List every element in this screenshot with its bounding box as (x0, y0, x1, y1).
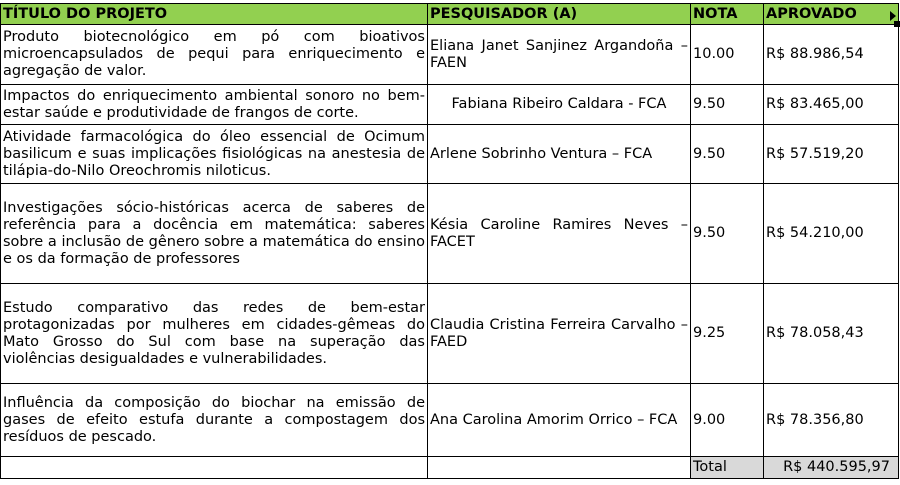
header-researcher[interactable]: PESQUISADOR (A) (428, 4, 691, 25)
cell-grade[interactable]: 9.25 (691, 284, 764, 384)
cell-researcher[interactable]: Fabiana Ribeiro Caldara - FCA (428, 85, 691, 125)
cell-title[interactable]: Produto biotecnológico em pó com bioativos microencapsulados de pequi para enriquecimento e agregação de valor. (1, 25, 428, 85)
header-approved[interactable] (764, 4, 899, 25)
table-row (1, 85, 899, 125)
cell-title[interactable]: Impactos do enriquecimento ambiental sonoro no bem-estar saúde e produtividade de frangos de corte. (1, 85, 428, 125)
cell-approved[interactable]: R$ 83.465,00 (764, 85, 899, 125)
cell-title[interactable]: Influência da composição do biochar na emissão de gases de efeito estufa durante a compostagem dos resíduos de pescado. (1, 384, 428, 457)
cell-grade[interactable]: 9.50 (691, 125, 764, 184)
cell-approved[interactable]: R$ 54.210,00 (764, 184, 899, 284)
table-row (1, 284, 899, 384)
filter-arrow-icon[interactable] (890, 11, 896, 21)
fill-handle-icon[interactable] (894, 21, 900, 27)
header-row (1, 4, 899, 25)
header-approved-label: APROVADO (766, 6, 857, 22)
total-row (1, 457, 899, 479)
projects-table (0, 3, 899, 479)
cell-approved[interactable]: R$ 57.519,20 (764, 125, 899, 184)
cell-researcher[interactable]: Késia Caroline Ramires Neves – FACET (428, 184, 691, 284)
cell-researcher[interactable]: Ana Carolina Amorim Orrico – FCA (428, 384, 691, 457)
cell-researcher[interactable]: Eliana Janet Sanjinez Argandoña – FAEN (428, 25, 691, 85)
table-row (1, 184, 899, 284)
cell-title[interactable]: Atividade farmacológica do óleo essencial de Ocimum basilicum e suas implicações fisiológicas na anestesia de tilápia-do-Nilo Oreochromis niloticus. (1, 125, 428, 184)
total-label[interactable]: Total (691, 457, 764, 479)
empty-cell (1, 457, 428, 479)
table-row (1, 125, 899, 184)
header-title[interactable]: TÍTULO DO PROJETO (1, 4, 428, 25)
total-value[interactable]: R$ 440.595,97 (764, 457, 899, 479)
empty-cell (428, 457, 691, 479)
header-grade[interactable]: NOTA (691, 4, 764, 25)
cell-title[interactable]: Estudo comparativo das redes de bem-estar protagonizadas por mulheres em cidades-gêmeas do Mato Grosso do Sul com base na superação das violências desigualdades e vulnerabilidades. (1, 284, 428, 384)
cell-approved[interactable]: R$ 78.356,80 (764, 384, 899, 457)
cell-researcher[interactable]: Arlene Sobrinho Ventura – FCA (428, 125, 691, 184)
table-row (1, 384, 899, 457)
cell-grade[interactable]: 9.50 (691, 184, 764, 284)
cell-grade[interactable]: 9.50 (691, 85, 764, 125)
cell-approved[interactable]: R$ 88.986,54 (764, 25, 899, 85)
cell-approved[interactable]: R$ 78.058,43 (764, 284, 899, 384)
cell-researcher[interactable]: Claudia Cristina Ferreira Carvalho – FAED (428, 284, 691, 384)
cell-grade[interactable]: 10.00 (691, 25, 764, 85)
cell-title[interactable]: Investigações sócio-históricas acerca de saberes de referência para a docência em matemática: saberes sobre a inclusão de gênero sobre a matemática do ensino e os da formação de professores (1, 184, 428, 284)
table-row (1, 25, 899, 85)
cell-grade[interactable]: 9.00 (691, 384, 764, 457)
